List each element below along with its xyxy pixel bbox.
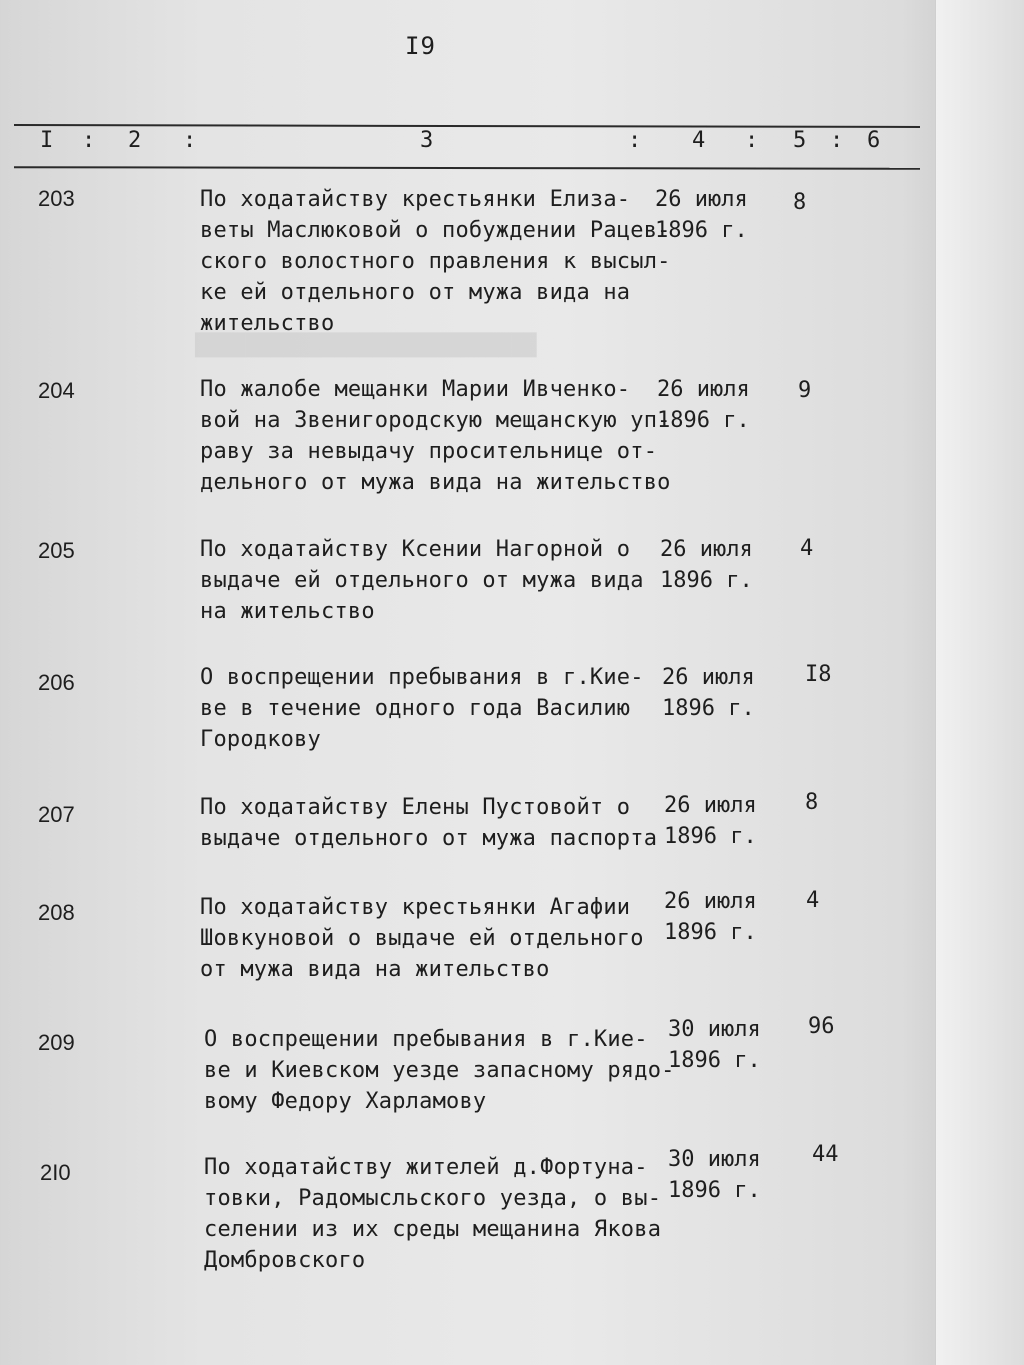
entry-sheet-count: 44 xyxy=(812,1142,839,1167)
column-header-1: I xyxy=(40,128,54,153)
entry-date: 26 июля 1896 г. xyxy=(655,187,748,243)
bleed-through-decoration: ███████████████████████████ xyxy=(195,333,537,357)
column-header-separator: : xyxy=(183,128,197,153)
entry-description: О воспрещении пребывания в г.Кие- ве и Киевском уезде запасному рядо- вому Федору Харламову xyxy=(204,1027,675,1114)
entry-date: 26 июля 1896 г. xyxy=(660,537,753,593)
entry-date: 26 июля 1896 г. xyxy=(664,889,757,945)
column-header-6: 6 xyxy=(867,128,881,153)
entry-number: 205 xyxy=(38,538,75,563)
entry-number: 204 xyxy=(38,378,75,403)
entry-description: О воспрещении пребывания в г.Кие- ве в течение одного года Василию Городкову xyxy=(200,665,644,752)
entry-number: 209 xyxy=(38,1030,75,1055)
column-header-separator: : xyxy=(628,128,642,153)
entry-sheet-count: 96 xyxy=(808,1014,835,1039)
entry-date: 26 июля 1896 г. xyxy=(664,793,757,849)
entry-date: 26 июля 1896 г. xyxy=(662,665,755,721)
column-header-3: 3 xyxy=(420,128,434,153)
entry-description: По ходатайству крестьянки Елиза- веты Маслюковой о побуждении Рацев- ского волостного правления к высыл- ке ей отдельного от мужа вида на жительство xyxy=(200,187,671,336)
entry-number: 208 xyxy=(38,900,75,925)
entry-sheet-count: 8 xyxy=(805,790,819,815)
entry-description: По жалобе мещанки Марии Ивченко- вой на Звенигородскую мещанскую уп- раву за невыдачу просительнице от- дельного от мужа вида на жительство xyxy=(200,377,671,495)
entry-number: 207 xyxy=(38,802,75,827)
entry-sheet-count: I8 xyxy=(805,662,832,687)
entry-date: 26 июля 1896 г. xyxy=(657,377,750,433)
header-top-rule xyxy=(14,124,920,128)
next-page-edge xyxy=(935,0,1024,1365)
entry-description: По ходатайству Елены Пустовойт о выдаче отдельного от мужа паспорта xyxy=(200,795,658,851)
entry-sheet-count: 9 xyxy=(798,378,812,403)
column-header-separator: : xyxy=(745,128,759,153)
entry-sheet-count: 4 xyxy=(806,888,820,913)
entry-number: 206 xyxy=(38,670,75,695)
entry-date: 30 июля 1896 г. xyxy=(668,1017,761,1073)
entry-description: По ходатайству жителей д.Фортуна- товки, Радомысльского уезда, о вы- селении из их среды мещанина Якова Домбровского xyxy=(204,1155,662,1273)
entry-description: По ходатайству крестьянки Агафии Шовкуновой о выдаче ей отдельного от мужа вида на жительство xyxy=(200,895,644,982)
column-header-separator: : xyxy=(82,128,96,153)
entry-date: 30 июля 1896 г. xyxy=(668,1147,761,1203)
header-bottom-rule xyxy=(14,166,920,170)
column-header-4: 4 xyxy=(692,128,706,153)
entry-sheet-count: 8 xyxy=(793,190,807,215)
column-header-5: 5 xyxy=(793,128,807,153)
page-number: I9 xyxy=(405,32,436,60)
entry-description: По ходатайству Ксении Нагорной о выдаче ей отдельного от мужа вида на жительство xyxy=(200,537,644,624)
entry-number: 203 xyxy=(38,186,75,211)
entry-number: 2I0 xyxy=(40,1160,71,1185)
column-header-separator: : xyxy=(830,128,844,153)
column-header-2: 2 xyxy=(128,128,142,153)
entry-sheet-count: 4 xyxy=(800,536,814,561)
